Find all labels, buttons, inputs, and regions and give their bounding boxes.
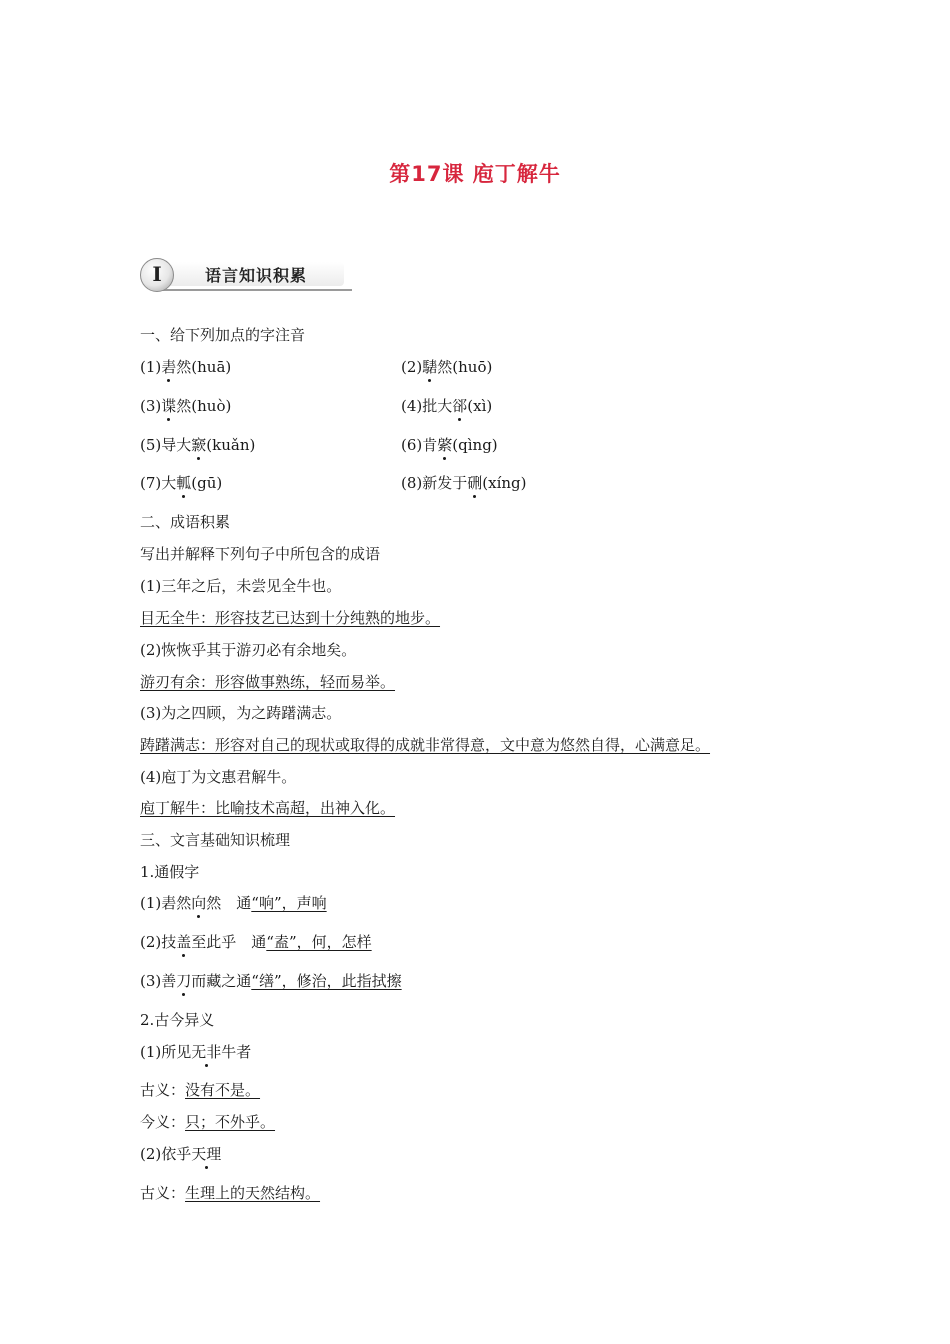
guji-gu-line: 古义：没有不是。 xyxy=(140,1081,261,1099)
pinyin-item: (5)导大窾(kuǎn) xyxy=(140,436,256,454)
guji-jin-answer: 只；不外乎。 xyxy=(185,1113,276,1131)
guji-item: (2)依乎天理 xyxy=(140,1145,222,1163)
tongjia-answer: “响”，声响 xyxy=(251,894,327,912)
guji-gu-answer: 没有不是。 xyxy=(185,1081,261,1099)
guji-gu-line: 古义：生理上的天然结构。 xyxy=(140,1184,321,1202)
roman-numeral-badge: I xyxy=(140,258,174,292)
section-banner xyxy=(140,258,352,294)
dotted-char: 无非 xyxy=(191,1043,222,1061)
dotted-char: 騞 xyxy=(422,358,438,376)
dotted-char: 窾 xyxy=(191,436,207,454)
pinyin-item: (1)砉然(huā) xyxy=(140,358,232,376)
dotted-char: 綮 xyxy=(437,436,453,454)
idiom-answer: 踌躇满志：形容对自己的现状或取得的成就非常得意，文中意为悠然自得，心满意足。 xyxy=(140,736,711,754)
dotted-char: 砉 xyxy=(161,358,177,376)
guji-item: (1)所见无非牛者 xyxy=(140,1043,252,1061)
dotted-char: 谍 xyxy=(161,397,177,415)
guji-gu-answer: 生理上的天然结构。 xyxy=(185,1184,321,1202)
pinyin-item: (6)肯綮(qìng) xyxy=(401,436,498,454)
section-label: 语言知识积累 xyxy=(205,266,308,285)
tongjia-item: (1)砉然向然 通“响”，声响 xyxy=(140,894,327,912)
pinyin-item: (8)新发于硎(xíng) xyxy=(401,474,527,492)
dotted-char: 硎 xyxy=(467,474,483,492)
pinyin-item: (7)大軱(gū) xyxy=(140,474,223,492)
q2-instruction: 写出并解释下列句子中所包含的成语 xyxy=(140,545,381,563)
dotted-char: 軱 xyxy=(176,474,192,492)
dotted-char: 郤 xyxy=(452,397,468,415)
tongjia-heading: 1.通假字 xyxy=(140,863,200,881)
dotted-char: 盖 xyxy=(176,933,192,951)
pinyin-item: (4)批大郤(xì) xyxy=(401,397,493,415)
pinyin-item: (3)谍然(huò) xyxy=(140,397,232,415)
guji-heading: 2.古今异义 xyxy=(140,1011,215,1029)
dotted-char: 刀 xyxy=(176,972,192,990)
q3-heading: 三、文言基础知识梳理 xyxy=(140,831,291,849)
tongjia-item: (3)善刀而藏之通“缮”，修治，此指拭擦 xyxy=(140,972,402,990)
tongjia-item: (2)技盖至此乎 通“盍”，何，怎样 xyxy=(140,933,372,951)
tongjia-answer: “缮”，修治，此指拭擦 xyxy=(251,972,402,990)
banner-underline xyxy=(160,289,352,291)
idiom-answer: 目无全牛：形容技艺已达到十分纯熟的地步。 xyxy=(140,609,441,627)
guji-jin-line: 今义：只；不外乎。 xyxy=(140,1113,276,1131)
dotted-char: 天理 xyxy=(191,1145,222,1163)
dotted-char: 向 xyxy=(191,894,207,912)
idiom-sentence: (3)为之四顾，为之踌躇满志。 xyxy=(140,704,342,722)
idiom-answer: 游刃有余：形容做事熟练，轻而易举。 xyxy=(140,673,396,691)
pinyin-item: (2)騞然(huō) xyxy=(401,358,493,376)
idiom-sentence: (2)恢恢乎其于游刃必有余地矣。 xyxy=(140,641,357,659)
idiom-sentence: (4)庖丁为文惠君解牛。 xyxy=(140,768,297,786)
q1-heading: 一、给下列加点的字注音 xyxy=(140,326,306,344)
q2-heading: 二、成语积累 xyxy=(140,513,231,531)
idiom-sentence: (1)三年之后，未尝见全牛也。 xyxy=(140,577,342,595)
tongjia-answer: “盍”，何，怎样 xyxy=(266,933,372,951)
idiom-answer: 庖丁解牛：比喻技术高超，出神入化。 xyxy=(140,799,396,817)
page-title: 第17课 庖丁解牛 xyxy=(389,162,561,186)
